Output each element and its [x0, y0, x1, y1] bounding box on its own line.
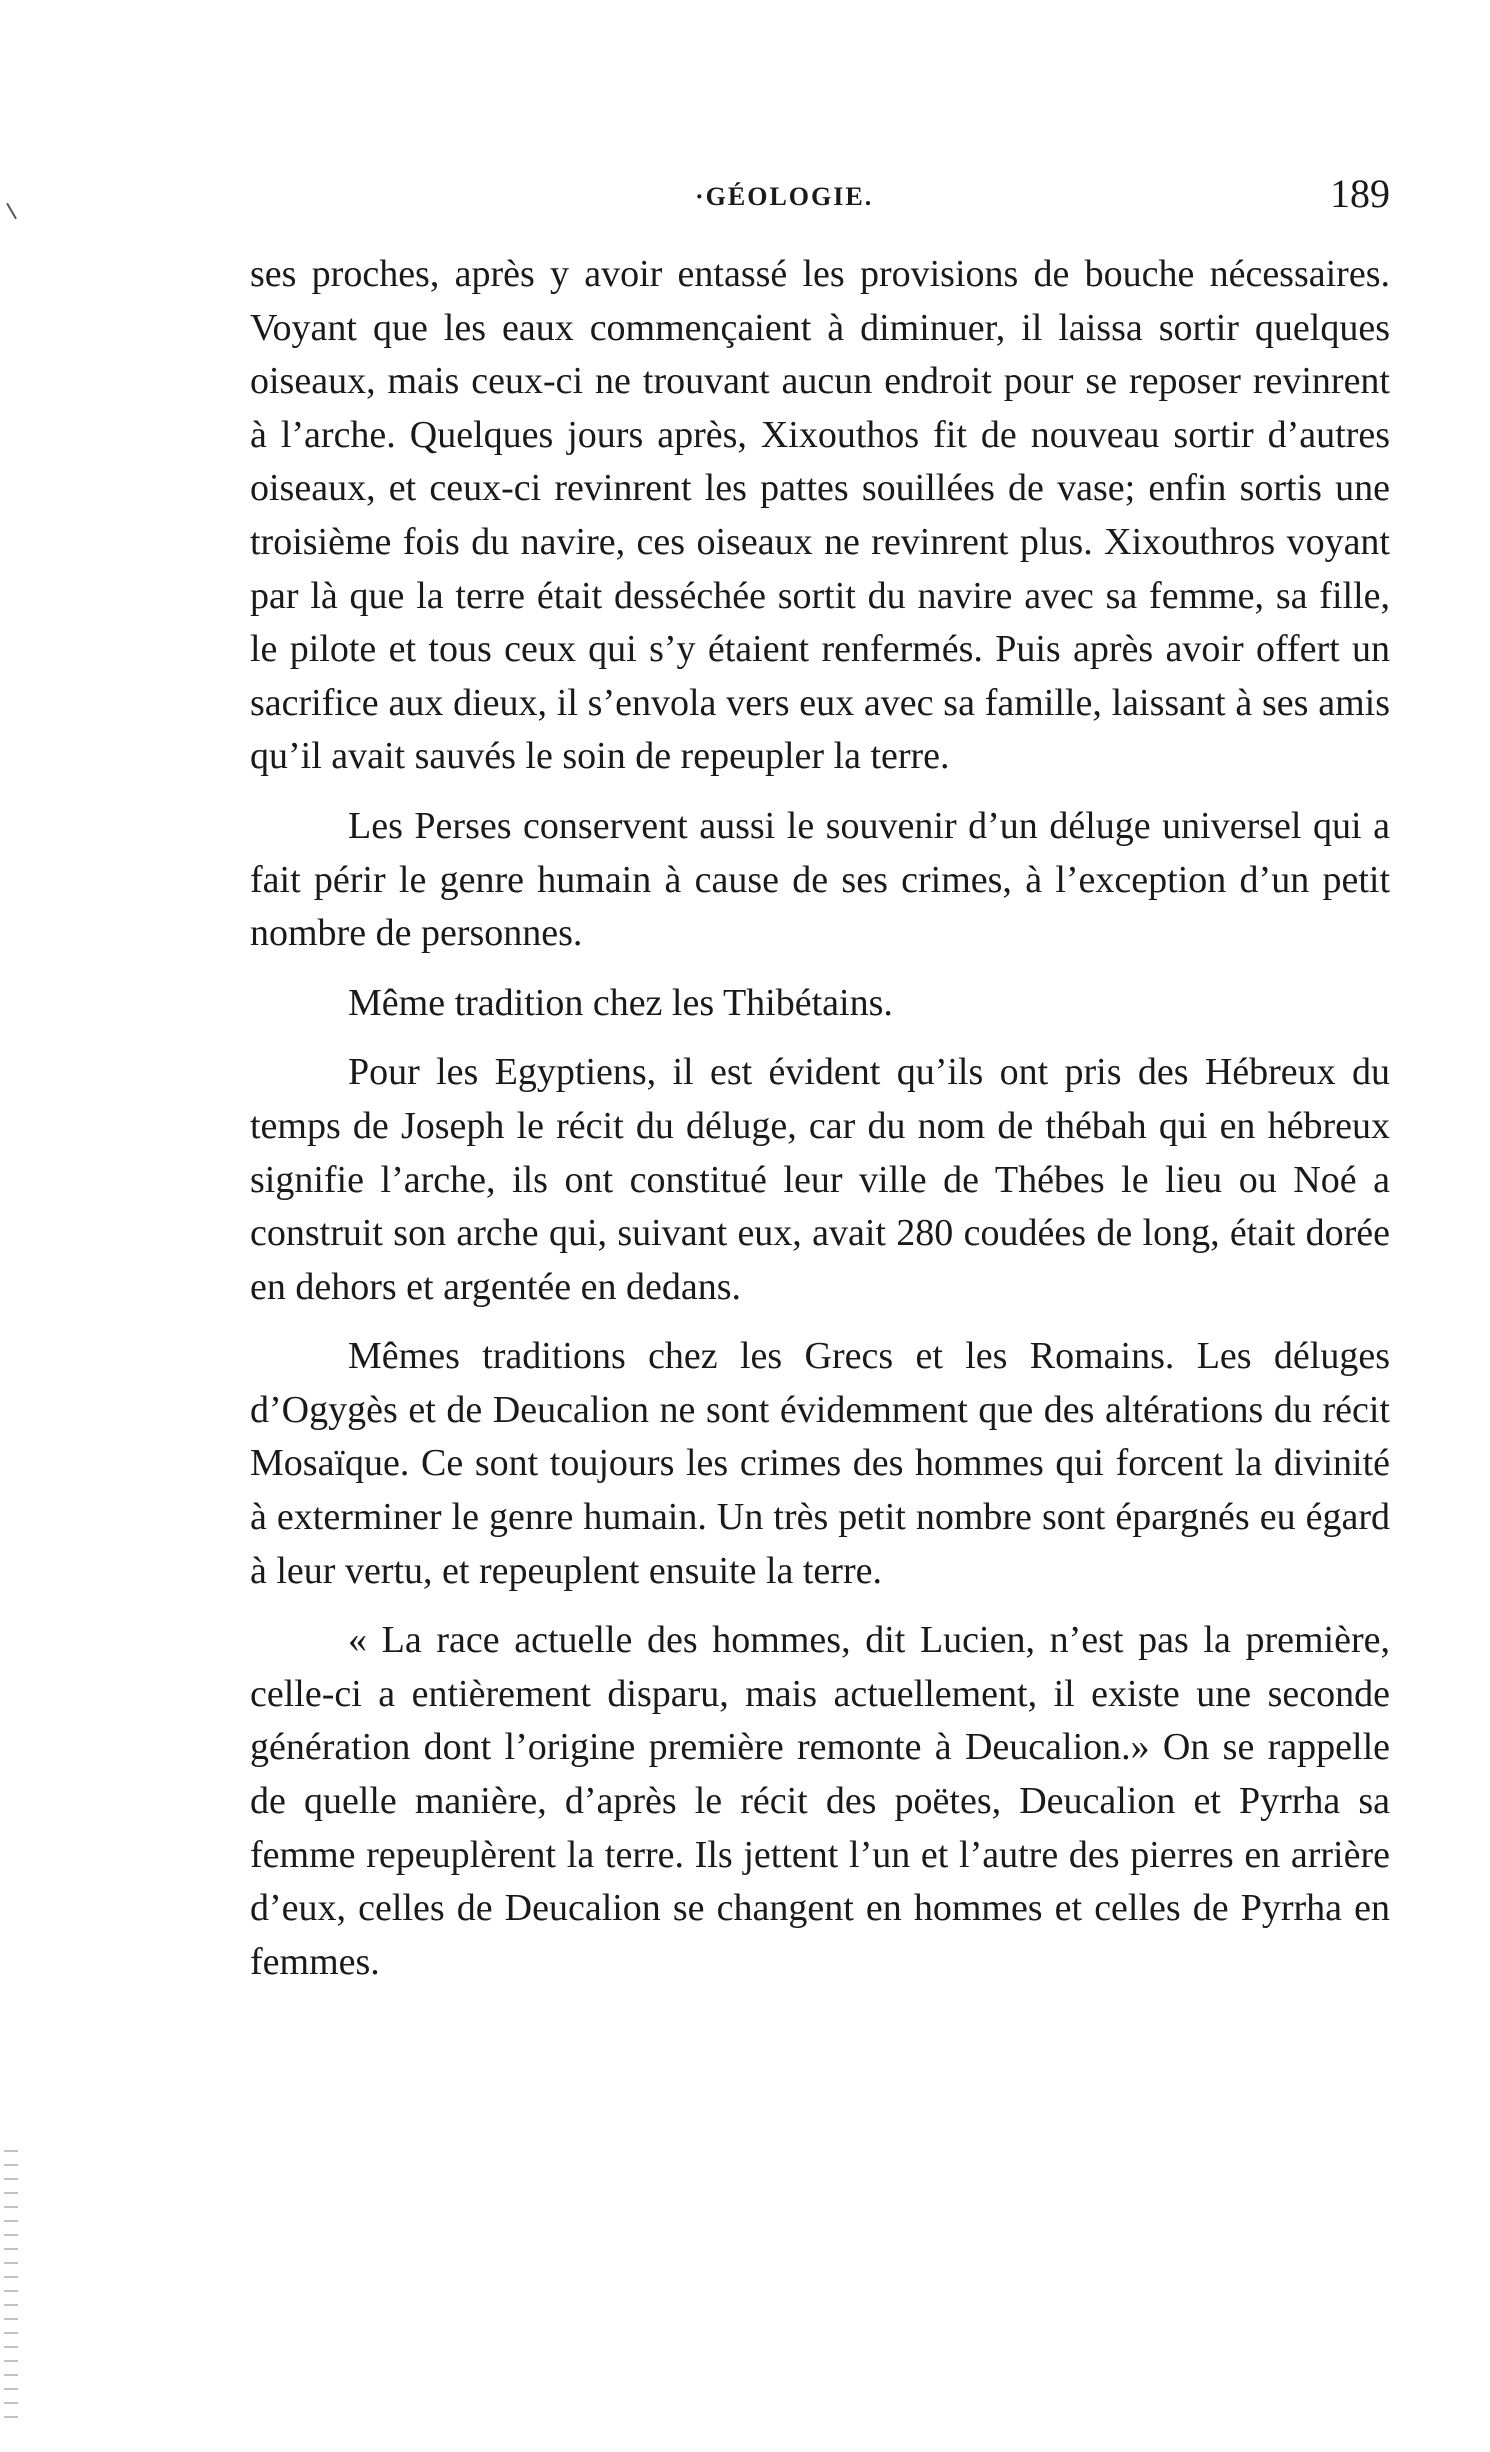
paragraph-5: Mêmes traditions chez les Grecs et les Romains. Les déluges d’Ogygès et de Deucalion ne sont évidemment que des altérations du récit Mosaïque. Ce sont toujours les crimes des hommes qui forcent la divinité à exterminer le genre humain. Un très petit nombre sont épargnés eu égard à leur vertu, et repeuplent ensuite la terre.	[250, 1335, 1390, 1592]
paragraph-6: « La race actuelle des hommes, dit Lucien, n’est pas la première, celle-ci a entièrement disparu, mais actuellement, il existe une seconde génération dont l’origine première remonte à Deucalion.» On se rappelle de quelle manière, d’après le récit des poëtes, Deucalion et Pyrrha sa femme repeuplèrent la terre. Ils jettent l’un et l’autre des pierres en arrière d’eux, celles de Deucalion se changent en hommes et celles de Pyrrha en femmes.	[250, 1619, 1390, 1983]
paragraph-4: Pour les Egyptiens, il est évident qu’ils ont pris des Hébreux du temps de Joseph le récit du déluge, car du nom de thébah qui en hébreux signifie l’arche, ils ont constitué leur ville de Thébes le lieu ou Noé a construit son arche qui, suivant eux, avait 280 coudées de long, était dorée en dehors et argentée en dedans.	[250, 1051, 1390, 1308]
running-head	[250, 170, 1390, 230]
margin-mark	[6, 199, 24, 220]
running-title: ·GÉOLOGIE.	[695, 182, 874, 211]
paragraph-3: Même tradition chez les Thibétains.	[348, 981, 893, 1024]
body-text	[250, 248, 1390, 2005]
page-number: 189	[1330, 171, 1390, 216]
paragraph-1: ses proches, après y avoir entassé les provisions de bouche nécessaires. Voyant que les eaux commençaient à diminuer, il laissa sortir quelques oiseaux, mais ceux-ci ne trouvant aucun endroit pour se reposer revinrent à l’arche. Quelques jours après, Xixouthos fit de nouveau sortir d’autres oiseaux, et ceux-ci revinrent les pattes souillées de vase; enfin sortis une troisième fois du navire, ces oiseaux ne revinrent plus. Xixouthros voyant par là que la terre était desséchée sortit du navire avec sa femme, sa fille, le pilote et tous ceux qui s’y étaient renfermés. Puis après avoir offert un sacrifice aux dieux, il s’envola vers eux avec sa famille, laissant à ses amis qu’il avait sauvés le soin de repeupler la terre.	[250, 253, 1390, 778]
paragraph-2: Les Perses conservent aussi le souvenir d’un déluge universel qui a fait périr le genre humain à cause de ses crimes, à l’exception d’un petit nombre de personnes.	[250, 804, 1390, 955]
margin-specks	[4, 2150, 18, 2430]
